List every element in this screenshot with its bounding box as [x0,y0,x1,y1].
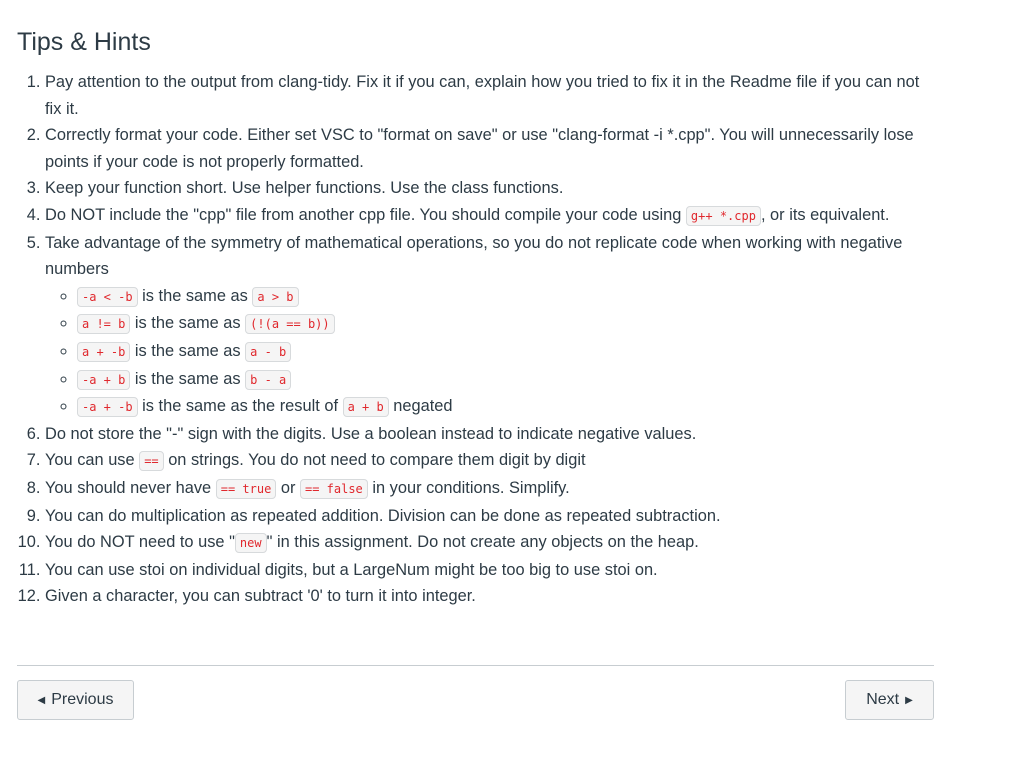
inline-code: == true [216,479,277,499]
inline-code: -a + -b [77,397,138,417]
inline-code: new [235,533,267,553]
tip-text: Do not store the "-" sign with the digits. Use a boolean instead to indicate negative values. [45,424,697,443]
tip-text: is the same as [130,341,246,360]
tip-item [45,557,935,584]
tip-item [45,447,935,475]
symmetry-sublist [45,283,935,421]
tip-text: or [276,478,300,497]
tip-item [45,475,935,503]
tip-text: is the same as [130,314,246,333]
previous-label: Previous [51,691,114,708]
inline-code: (!(a == b)) [245,314,334,334]
sub-item [77,366,935,394]
inline-code: == [139,451,163,471]
triangle-left-icon: ◀ [37,694,46,706]
tip-item [45,583,935,610]
tip-text: Take advantage of the symmetry of mathematical operations, so you do not replicate code when working with negative numbers [45,233,903,279]
tip-item [45,230,935,421]
sub-item [77,393,935,421]
tip-text: negated [388,397,453,416]
inline-code: a != b [77,314,130,334]
tip-text: Correctly format your code. Either set VSC to "format on save" or use "clang-format -i *.cpp". You will unnecessarily lose points if your code is not properly formatted. [45,126,914,171]
next-button[interactable] [845,680,934,720]
tip-item [45,175,935,202]
inline-code: a + b [343,397,389,417]
triangle-right-icon: ▶ [905,694,913,706]
tip-text: Given a character, you can subtract '0' to turn it into integer. [45,587,476,606]
inline-code: g++ *.cpp [686,206,761,226]
page-title: Tips & Hints [17,28,151,56]
sub-item [77,283,935,311]
inline-code: a + -b [77,342,130,362]
sub-item [77,338,935,366]
tip-item [45,69,935,122]
inline-code: a - b [245,342,291,362]
tip-text: You can use [45,451,140,470]
divider [17,665,934,666]
tip-text: , or its equivalent. [760,205,890,224]
tip-item [45,202,935,230]
previous-button[interactable] [17,680,134,720]
tip-text: on strings. You do not need to compare them digit by digit [163,451,586,470]
tip-text: Keep your function short. Use helper functions. Use the class functions. [45,179,564,198]
tip-text: Do NOT include the "cpp" file from another cpp file. You should compile your code using [45,205,686,224]
sub-item [77,310,935,338]
tip-text: " in this assignment. Do not create any objects on the heap. [266,533,699,552]
inline-code: b - a [245,370,291,390]
tip-text: Pay attention to the output from clang-tidy. Fix it if you can, explain how you tried to fix it in the Readme file if you can not fix it. [45,73,920,118]
inline-code: -a + b [77,370,130,390]
tip-text: in your conditions. Simplify. [367,478,570,497]
tip-item [45,421,935,448]
tip-text: You can do multiplication as repeated addition. Division can be done as repeated subtraction. [45,506,721,525]
tip-item [45,122,935,175]
tip-item [45,529,935,557]
tips-content [17,28,935,610]
tip-text: You should never have [45,478,216,497]
inline-code: == false [300,479,368,499]
tip-text: is the same as [137,286,253,305]
next-label: Next [866,691,900,708]
tip-text: You do NOT need to use " [45,533,235,552]
tip-item [45,503,935,530]
tips-list [17,69,935,610]
inline-code: a > b [252,287,298,307]
tip-text: is the same as the result of [137,397,343,416]
inline-code: -a < -b [77,287,138,307]
tip-text: is the same as [130,369,246,388]
tip-text: You can use stoi on individual digits, but a LargeNum might be too big to use stoi on. [45,560,658,579]
